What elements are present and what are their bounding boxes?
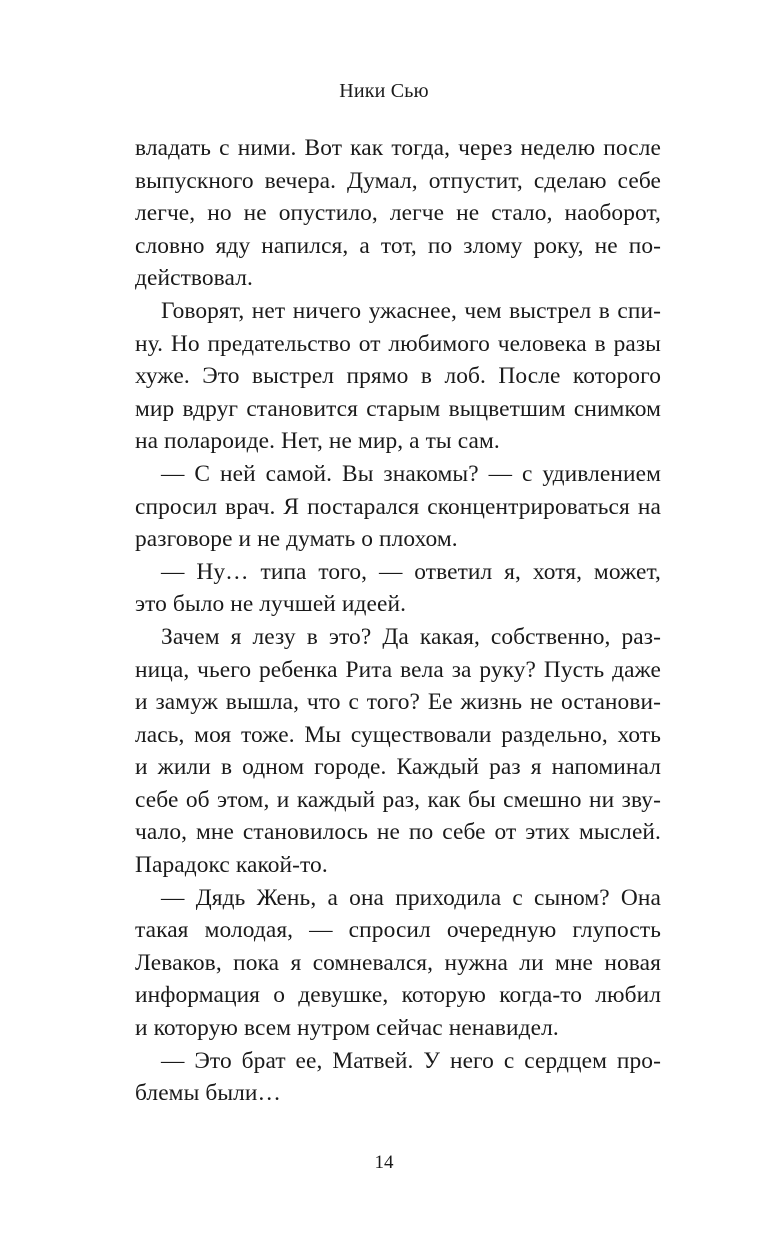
text-line: информация о девушке, которую когда-то любил — [135, 982, 661, 1009]
text-line: ница, чьего ребенка Рита вела за руку? Пусть даже — [135, 656, 661, 683]
text-line: ну. Но предательство от любимого человека в разы — [135, 330, 661, 357]
text-line: блемы были… — [135, 1080, 282, 1107]
running-head-author: Ники Сью — [339, 80, 429, 102]
text-line: и замуж вышла, что с того? Ее жизнь не останови- — [135, 689, 661, 716]
text-line: чало, мне становилось не по себе от этих мыслей. — [135, 819, 661, 846]
text-line: выпускного вечера. Думал, отпустит, сделаю себе — [135, 167, 661, 194]
text-line: Леваков, пока я сомневался, нужна ли мне новая — [135, 949, 661, 976]
text-line: разговоре и не думать о плохом. — [135, 526, 458, 553]
text-line: и жили в одном городе. Каждый раз я напоминал — [135, 754, 661, 781]
text-line: и которую всем нутром сейчас ненавидел. — [135, 1015, 559, 1042]
text-line: легче, но не опустило, легче не стало, наоборот, — [135, 200, 661, 227]
text-line: словно яду напился, а тот, по злому року, не по- — [135, 232, 661, 259]
text-line: — Это брат ее, Матвей. У него с сердцем про- — [161, 1047, 661, 1074]
text-line: себе об этом, и каждый раз, как бы смешно ни зву- — [135, 786, 661, 813]
text-line: мир вдруг становится старым выцветшим снимком — [135, 395, 661, 422]
text-line: — С ней самой. Вы знакомы? — с удивлением — [161, 460, 661, 487]
text-line: Парадокс какой-то. — [135, 852, 328, 879]
text-line: Говорят, нет ничего ужаснее, чем выстрел в спи- — [161, 297, 661, 324]
text-line: такая молодая, — спросил очередную глупость — [135, 917, 661, 944]
text-line: Зачем я лезу в это? Да какая, собственно, раз- — [161, 623, 661, 650]
text-line: действовал. — [135, 265, 253, 292]
text-line: — Дядь Жень, а она приходила с сыном? Она — [161, 884, 661, 911]
text-line: — Ну… типа того, — ответил я, хотя, может, — [161, 558, 661, 585]
text-line: хуже. Это выстрел прямо в лоб. После которого — [135, 363, 661, 390]
text-line: лась, моя тоже. Мы существовали раздельно, хоть — [135, 721, 661, 748]
text-line: на полароиде. Нет, не мир, а ты сам. — [135, 428, 500, 455]
text-line: это было не лучшей идеей. — [135, 591, 407, 618]
text-line: владать с ними. Вот как тогда, через неделю после — [135, 135, 661, 161]
text-line: спросил врач. Я постарался сконцентрироваться на — [135, 493, 661, 520]
body-text — [135, 132, 661, 1110]
page-number: 14 — [374, 1152, 394, 1173]
